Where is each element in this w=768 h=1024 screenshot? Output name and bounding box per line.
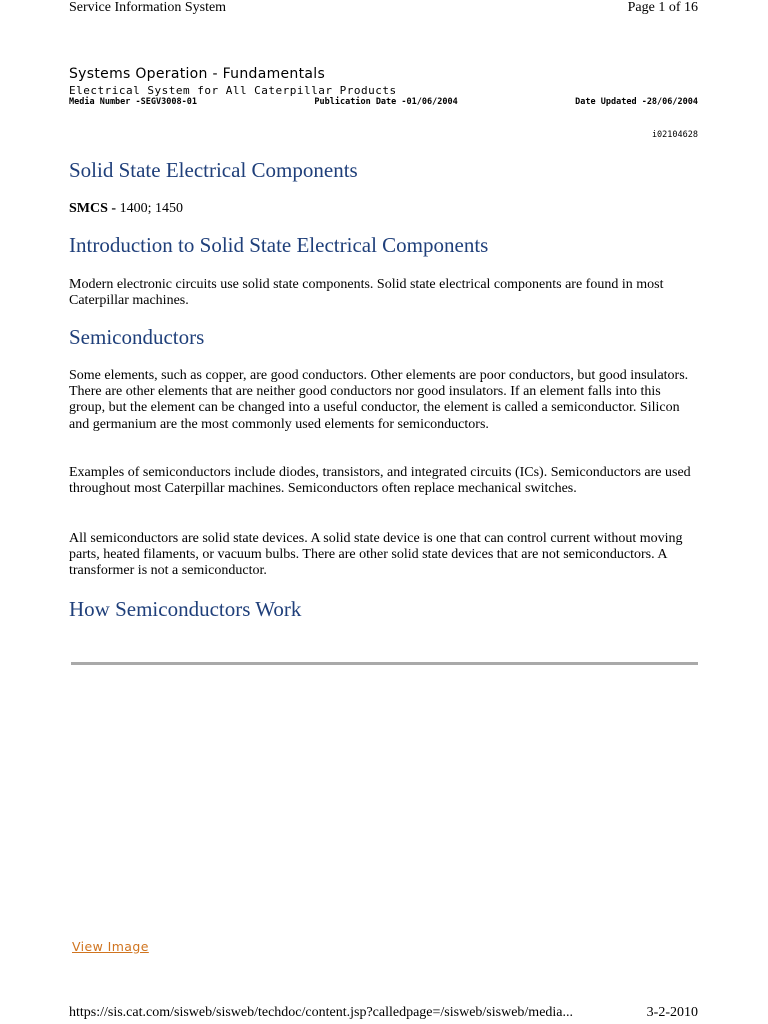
- section-heading-semiconductors: Semiconductors: [69, 325, 205, 349]
- view-image-link[interactable]: View Image: [72, 939, 149, 954]
- document-metadata-row: [69, 97, 698, 107]
- document-subtitle: Electrical System for All Caterpillar Products: [69, 84, 397, 97]
- paragraph-semiconductors-1: Some elements, such as copper, are good conductors. Other elements are poor conductors, but good insulators. There are other elements that are neither good conductors nor good insulators. If an element falls into this group, but the element can be changed into a useful conductor, the element is called a semiconductor. Silicon and germanium are the most commonly used elements for semiconductors.: [69, 368, 689, 432]
- document-id: i02104628: [651, 130, 698, 140]
- media-number: Media Number -SEGV3008-01: [69, 97, 197, 107]
- paragraph-semiconductors-3: All semiconductors are solid state devices. A solid state device is one that can control current without moving parts, heated filaments, or vacuum bulbs. There are other solid state devices that are not semiconductors. A transformer is not a semiconductor.: [69, 531, 683, 579]
- print-footer-date: 3-2-2010: [646, 1005, 698, 1020]
- page-title: Solid State Electrical Components: [69, 158, 358, 182]
- publication-date: Publication Date -01/06/2004: [314, 97, 458, 107]
- paragraph-introduction: Modern electronic circuits use solid state components. Solid state electrical components are found in most Caterpillar machines.: [69, 277, 664, 309]
- print-header-title: Service Information System: [69, 0, 227, 15]
- smcs-label: SMCS -: [69, 201, 117, 216]
- print-header-page-number: Page 1 of 16: [627, 0, 698, 15]
- horizontal-divider: [71, 662, 698, 665]
- print-footer-url: https://sis.cat.com/sisweb/sisweb/techdoc/content.jsp?calledpage=/sisweb/sisweb/media...: [69, 1005, 574, 1020]
- paragraph-semiconductors-2: Examples of semiconductors include diodes, transistors, and integrated circuits (ICs). Semiconductors are used throughout most Caterpillar machines. Semiconductors often replace mechanical switches.: [69, 465, 691, 497]
- section-heading-how-semiconductors-work: How Semiconductors Work: [69, 597, 302, 621]
- smcs-value: 1400; 1450: [116, 201, 183, 216]
- section-heading-introduction: Introduction to Solid State Electrical Components: [69, 233, 489, 257]
- date-updated: Date Updated -28/06/2004: [575, 97, 698, 107]
- smcs-codes: [69, 201, 183, 217]
- document-title: Systems Operation - Fundamentals: [69, 66, 326, 82]
